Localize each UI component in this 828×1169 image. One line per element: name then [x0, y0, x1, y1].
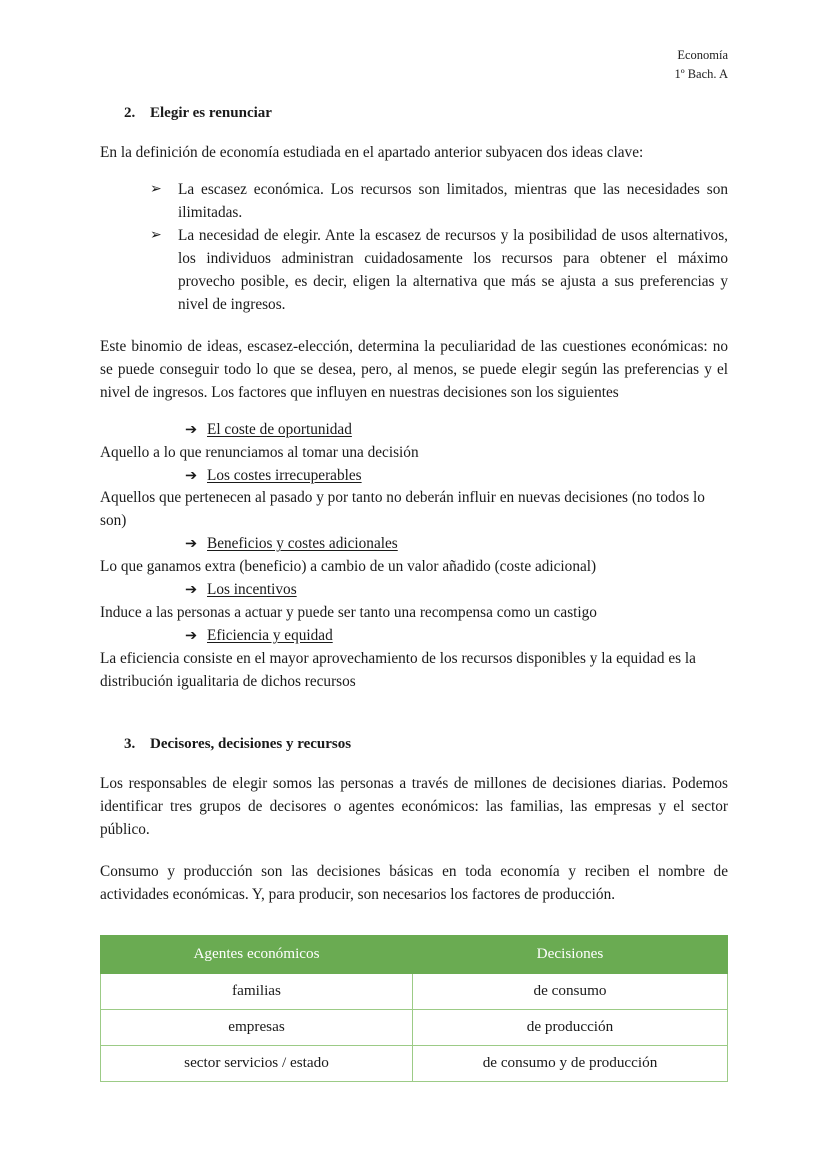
- section-3-heading: [100, 734, 728, 754]
- section-3-paragraph-1: Los responsables de elegir somos las personas a través de millones de decisiones diarias. Podemos identificar tres grupos de decisores o agentes económicos: las familias, las empresas y el sector público.: [100, 775, 728, 838]
- table-cell-decision: de consumo y de producción: [413, 1045, 728, 1081]
- arrowhead-bullet-icon: ➢: [150, 182, 162, 198]
- list-item-text: La necesidad de elegir. Ante la escasez de recursos y la posibilidad de usos alternativos, los individuos administran cuidadosamente los recursos para obtener el máximo provecho posible, es decir, eligen la alternativa que más se ajusta a sus preferencias y nivel de ingresos.: [178, 227, 728, 313]
- table-row: [101, 1045, 728, 1081]
- factor-heading: [100, 419, 728, 442]
- table-cell-decision: de producción: [413, 1009, 728, 1045]
- header-class: 1º Bach. A: [674, 67, 728, 81]
- section-2-title: Elegir es renunciar: [150, 105, 272, 121]
- right-arrow-icon: ➔: [185, 628, 198, 645]
- list-item-text: La escasez económica. Los recursos son limitados, mientras que las necesidades son ilimitadas.: [178, 181, 728, 222]
- factor-title: Eficiencia y equidad: [207, 627, 333, 645]
- factors-group: [100, 419, 728, 694]
- factor-heading: [100, 465, 728, 488]
- factor-description: La eficiencia consiste en el mayor aprovechamiento de los recursos disponibles y la equidad es la distribución igualitaria de dichos recursos: [100, 650, 696, 690]
- list-item: [150, 225, 728, 317]
- factor-heading: [100, 533, 728, 556]
- list-item: [150, 179, 728, 225]
- right-arrow-icon: ➔: [185, 582, 198, 599]
- table-row: [101, 973, 728, 1009]
- table-row: [101, 1009, 728, 1045]
- factor-description: Lo que ganamos extra (beneficio) a cambio de un valor añadido (coste adicional): [100, 558, 597, 576]
- section-2-heading: [100, 103, 728, 123]
- arrowhead-bullet-icon: ➢: [150, 228, 162, 244]
- section-3-paragraph-2: Consumo y producción son las decisiones básicas en toda economía y reciben el nombre de actividades económicas. Y, para producir, son necesarios los factores de producción.: [100, 862, 728, 903]
- factor-title: Beneficios y costes adicionales: [207, 535, 398, 553]
- factor-heading: [100, 625, 728, 648]
- header-subject: Economía: [677, 48, 728, 62]
- factor-heading: [100, 579, 728, 602]
- right-arrow-icon: ➔: [185, 421, 198, 438]
- section-2-number: 2.: [124, 105, 136, 121]
- table-cell-decision: de consumo: [413, 973, 728, 1009]
- document-content: [100, 46, 728, 1082]
- section-2-paragraph: Este binomio de ideas, escasez-elección, determina la peculiaridad de las cuestiones económicas: no se puede conseguir todo lo que se desea, pero, al menos, se puede elegir según las preferencias y el nivel de ingresos. Los factores que influyen en nuestras decisiones son los siguientes: [100, 337, 728, 401]
- right-arrow-icon: ➔: [185, 467, 198, 484]
- document-header: [100, 46, 728, 84]
- key-ideas-list: [100, 179, 728, 317]
- factor-description: Aquello a lo que renunciamos al tomar una decisión: [100, 443, 419, 461]
- table-cell-agent: empresas: [101, 1009, 413, 1045]
- factor-description: Aquellos que pertenecen al pasado y por tanto no deberán influir en nuevas decisiones (no todos lo son): [100, 489, 705, 530]
- table-cell-agent: sector servicios / estado: [101, 1045, 413, 1081]
- table-column-header-agents: Agentes económicos: [101, 935, 413, 973]
- table-header-row: [101, 935, 728, 973]
- section-3-number: 3.: [124, 735, 136, 752]
- factor-title: El coste de oportunidad: [207, 420, 352, 438]
- section-2-intro: En la definición de economía estudiada en el apartado anterior subyacen dos ideas clave:: [100, 144, 644, 162]
- factor-description: Induce a las personas a actuar y puede ser tanto una recompensa como un castigo: [100, 604, 597, 622]
- right-arrow-icon: ➔: [185, 536, 198, 553]
- factor-title: Los incentivos: [207, 581, 297, 599]
- section-3-title: Decisores, decisiones y recursos: [150, 735, 352, 752]
- table-cell-agent: familias: [101, 973, 413, 1009]
- factor-title: Los costes irrecuperables: [207, 466, 362, 484]
- agents-decisions-table: [100, 935, 728, 1082]
- table-column-header-decisions: Decisiones: [413, 935, 728, 973]
